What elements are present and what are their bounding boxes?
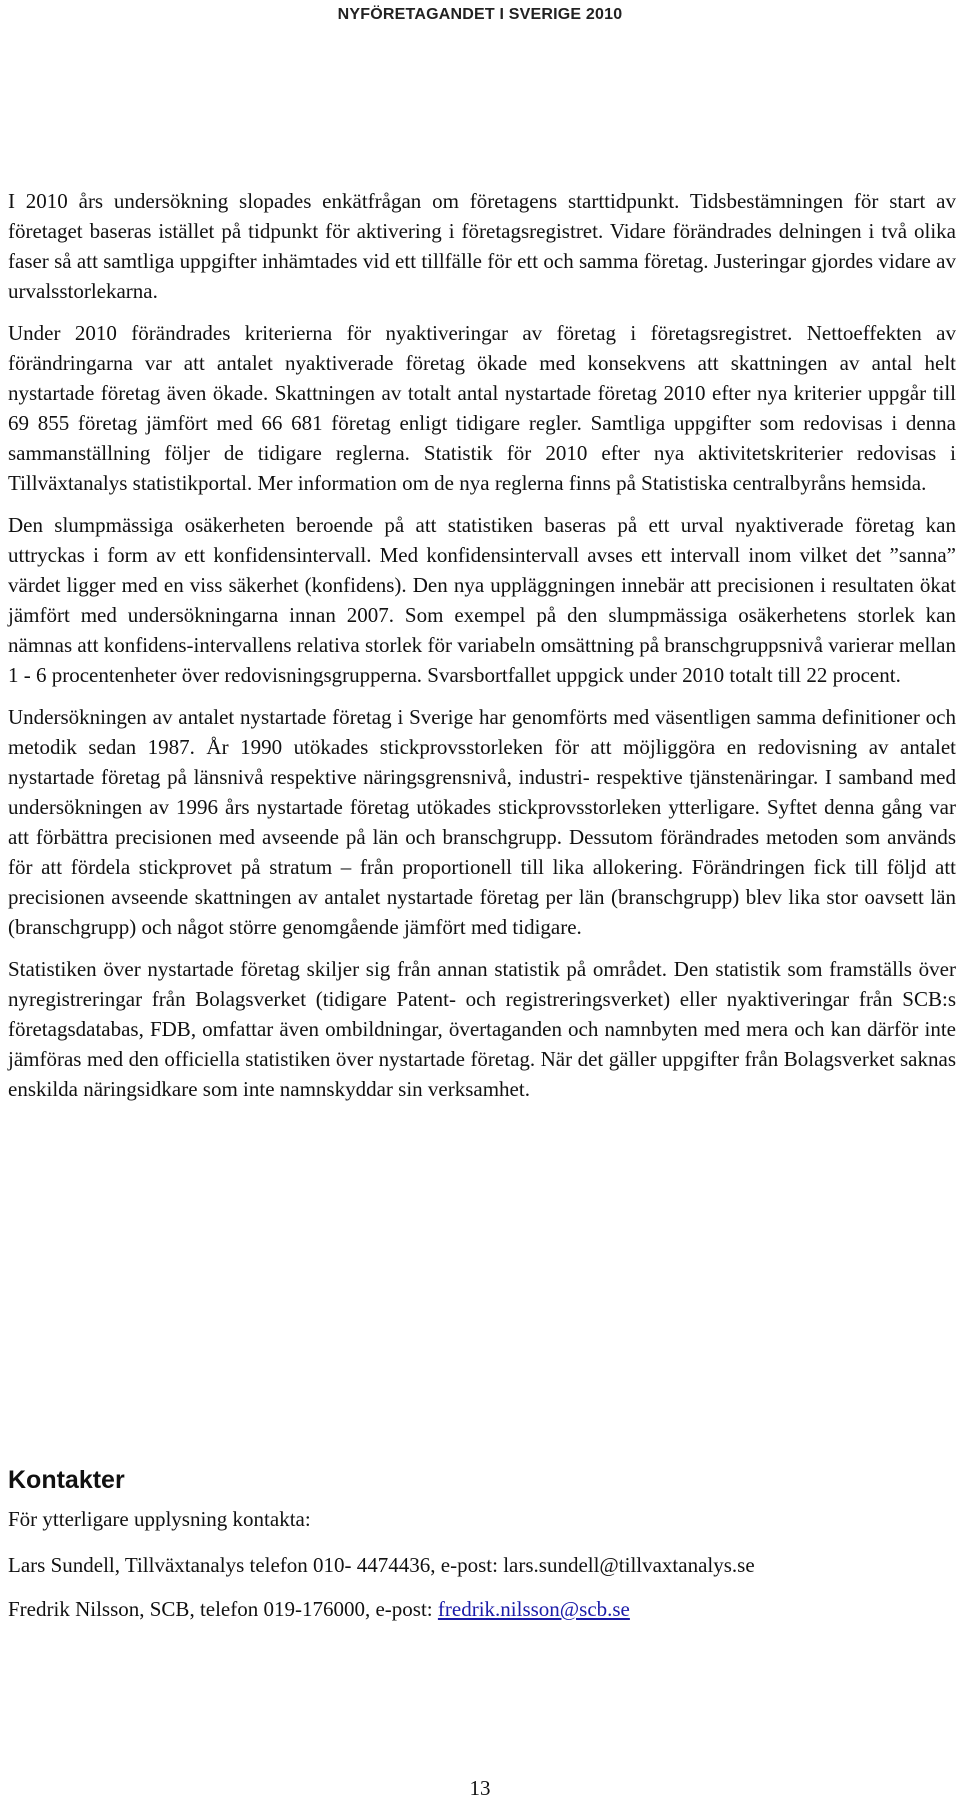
contacts-section <box>8 1464 956 1624</box>
body-text <box>8 186 956 1104</box>
paragraph-comparison: Statistiken över nystartade företag skiljer sig från annan statistik på området. Den statistik som framställs över nyregistreringar från Bolagsverket (tidigare Patent- och registreringsverket) eller nyaktiveringar från SCB:s företagsdatabas, FDB, omfattar även ombildningar, övertaganden och namnbyten med mera och kan därför inte jämföras med den officiella statistiken över nystartade företag. När det gäller uppgifter från Bolagsverket saknas enskilda näringsidkare som inte namnskyddar sin verksamhet. <box>8 957 956 1101</box>
contact-lars-sundell: Lars Sundell, Tillväxtanalys telefon 010- 4474436, e-post: lars.sundell@tillvaxtanalys.se <box>8 1553 755 1577</box>
contacts-intro: För ytterligare upplysning kontakta: <box>8 1507 311 1531</box>
paragraph-survey-changes: I 2010 års undersökning slopades enkätfrågan om företagens starttidpunkt. Tidsbestämningen för start av företaget baseras istället på tidpunkt för aktivering i företagsregistret. Vidare förändrades delningen i två olika faser så att samtliga uppgifter inhämtades vid ett tillfälle för ett och samma företag. Justeringar gjordes vidare av urvalsstorlekarna. <box>8 189 956 303</box>
paragraph-new-criteria: Under 2010 förändrades kriterierna för nyaktiveringar av företag i företagsregistret. Nettoeffekten av förändringarna var att antalet nyaktiverade företag ökade med konsekvens att skattningen av antal helt nystartade företag även ökade. Skattningen av totalt antal nystartade företag 2010 efter nya kriterier uppgår till 69 855 företag jämfört med 66 681 företag enligt tidigare regler. Samtliga uppgifter som redovisas i denna sammanställning följer de tidigare reglerna. Statistik för 2010 efter nya aktivitetskriterier redovisas i Tillväxtanalys statistikportal. Mer information om de nya reglerna finns på Statistiska centralbyråns hemsida. <box>8 321 956 495</box>
contacts-heading: Kontakter <box>8 1466 125 1494</box>
page-number: 13 <box>469 1776 491 1800</box>
contact-fredrik-text: Fredrik Nilsson, SCB, telefon 019-176000, e-post: <box>8 1597 438 1621</box>
paragraph-methodology: Undersökningen av antalet nystartade företag i Sverige har genomförts med väsentligen samma definitioner och metodik sedan 1987. År 1990 utökades stickprovsstorleken för att möjliggöra en redovisning av antalet nystartade företag på länsnivå respektive näringsgrensnivå, industri- respektive tjänstenäringar. I samband med undersökningen av 1996 års nystartade företag utökades stickprovsstorleken ytterligare. Syftet denna gång var att förbättra precisionen med avseende på län och branschgrupp. Dessutom förändrades metoden som används för att fördela stickprovet på stratum – från proportionell till lika allokering. Förändringen fick till följd att precisionen avseende skattningen av antalet nystartade företag per län (branschgrupp) blev lika stor oavsett län (branschgrupp) och något större genomgående jämfört med tidigare. <box>8 705 956 939</box>
running-header: NYFÖRETAGANDET I SVERIGE 2010 <box>337 6 623 23</box>
email-link-fredrik[interactable]: fredrik.nilsson@scb.se <box>437 1597 630 1621</box>
contact-fredrik-nilsson <box>8 1594 956 1624</box>
paragraph-uncertainty: Den slumpmässiga osäkerheten beroende på att statistiken baseras på ett urval nyaktiverade företag kan uttryckas i form av ett konfidensintervall. Med konfidensintervall avses ett intervall inom vilket det ”sanna” värdet ligger med en viss säkerhet (konfidens). Den nya uppläggningen innebär att precisionen i resultaten ökat jämfört med undersökningarna innan 2007. Som exempel på den slumpmässiga osäkerhetens storlek kan nämnas att konfidens-intervallens relativa storlek för variabeln omsättning på branschgruppsnivå varierar mellan 1 - 6 procentenheter över redovisningsgrupperna. Svarsbortfallet uppgick under 2010 totalt till 22 procent. <box>8 513 956 687</box>
